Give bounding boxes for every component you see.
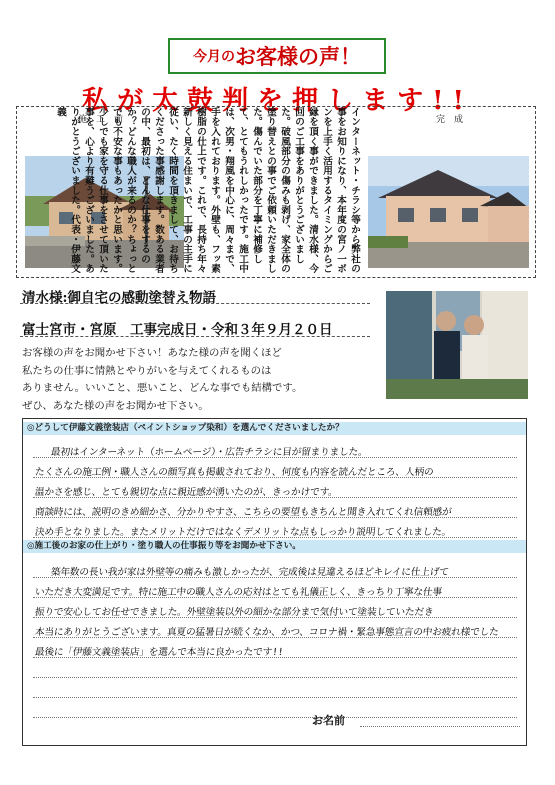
title-prefix: 今月の <box>193 49 235 65</box>
divider <box>20 303 370 304</box>
name-field[interactable] <box>360 726 520 727</box>
answer-2-line: 築年数の長い我が家は外壁等の痛みも激しかったが、完成後は見違えるほどキレイに仕上げて <box>50 567 450 578</box>
after-caption: 完 成 <box>436 115 464 125</box>
name-label: お名前 <box>312 714 345 727</box>
divider <box>20 336 370 337</box>
ruled-line <box>33 677 517 678</box>
customer-photo <box>386 291 528 399</box>
headline: 私が太鼓判を押します!! <box>82 86 473 116</box>
question-2: ◎施工後のお家の仕上がり・塗り職人の仕事振り等をお聞かせ下さい。 <box>23 540 526 553</box>
answer-1-line: 温かさを感じ、とても親切な点に親近感が湧いたのが、きっかけです。 <box>34 487 339 498</box>
answer-2-line: 振りで安心してお任せできました。外壁塗装以外の細かな部分まで気付いて塗装していただき <box>34 607 434 618</box>
intro-line: お客様の声をお聞かせ下さい！あなた様の声を聞くほど <box>22 347 282 359</box>
answer-1-line: 商談時には、説明のきめ細かさ、分かりやすさ、こちらの要望もきちんと聞き入れてくれ信頼感が <box>34 507 453 518</box>
customer-location: 富士宮市・宮原 工事完成日・令和３年９月２０日 <box>22 322 333 338</box>
answer-1-line: 最初はインターネット（ホームページ）・広告チラシに目が留まりました。 <box>50 447 369 458</box>
survey-form <box>22 418 527 746</box>
ruled-line <box>33 697 517 698</box>
title-main: お客様の声！ <box>235 44 361 69</box>
answer-1-line: たくさんの施工例・職人さんの顔写真も掲載されており、何度も内容を読んだところ、人柄の <box>34 467 434 478</box>
ruled-line <box>33 717 517 718</box>
customer-heading: 清水様:御自宅の感動塗替え物語 <box>22 290 216 306</box>
answer-2-line: 本当にありがとうございます。真夏の猛暑日が続くなか、かつ、コロナ禍・緊急事態宣言の中お疲れ様でした <box>34 627 500 638</box>
title-box <box>168 38 386 74</box>
intro-line: ありません。いいこと、悪いこと、どんな事でも結構です。 <box>22 382 303 395</box>
before-caption: 施 工 前 <box>78 115 124 125</box>
testimonial-text: インターネット・チラシ等から弊社の事をお知りになり、本年度の宮ノ一ボンを上手く活用するタイミングからご縁を頂く事ができました。清水様、今回のご工事をありがとうございました。破風部分の傷みも剥げ、家全体の塗り替えとの事でご依頼いただきました。傷んでいた部分を丁寧に補修して、とてもうれしかったです。施工中は、次男・翔風を中心に、周々まで、手を入れております。外壁も、フッ素樹脂の仕上です。これで、長持ち年々新しく見える住まいで、工事の主手に従い、たく時間を頂きまして、お待ちくださった事感謝します。数ある業者の中、最初は、どんな仕事をするのか？どんな職人が来るのか？ちょっとでも不安な事もあったかと思います。少しでも家を守る仕事をさせて頂いた事を、心より有難うございました。ありがとうございました。代表・伊藤文義 <box>55 107 360 274</box>
intro-text <box>22 345 302 415</box>
after-photo <box>368 156 529 268</box>
intro-line: 私たちの仕事に情熱とやりがいを与えてくれるものは <box>22 364 272 377</box>
question-1: ◎どうして伊藤文義塗装店（ペイントショップ染和）を選んでくださいましたか？ <box>23 422 526 435</box>
answer-2-line: 最後に「伊藤文義塗装店」を選んで本当に良かったです!! <box>34 647 284 658</box>
answer-1-line: 決め手となりました。またメリットだけではなくデメリットな点もしっかり説明してくれました。 <box>34 527 452 538</box>
answer-2-line: いただき大変満足です。特に施工中の職人さんの応対はとても礼儀正しく、きっちり丁寧な仕事 <box>34 587 443 598</box>
intro-line: ぜひ、あなた様の声をお聞かせ下さい。 <box>22 399 209 412</box>
